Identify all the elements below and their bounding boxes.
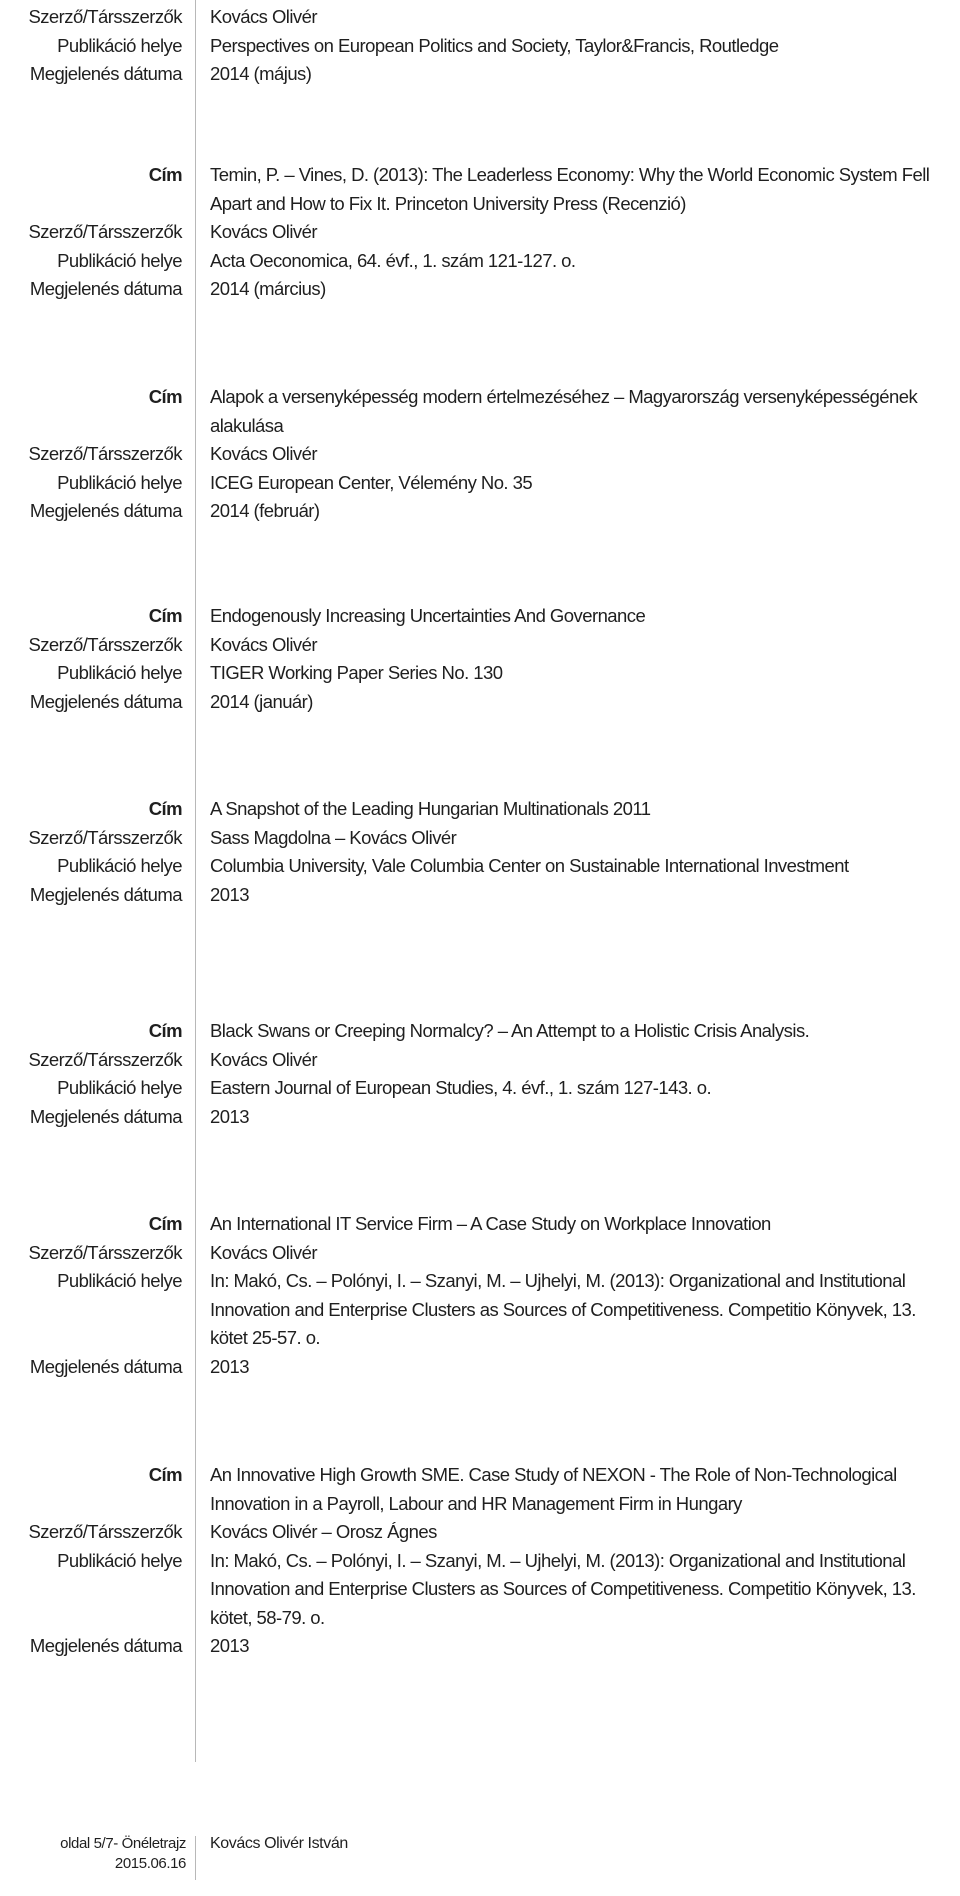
date-value: 2014 (január) (210, 690, 313, 712)
date-value: 2013 (210, 883, 249, 905)
publication-entry (0, 1461, 960, 1661)
title-value: Alapok a versenyképesség modern értelmezéséhez – Magyarország versenyképességének alakulása (210, 386, 918, 436)
publication-entry (0, 1017, 960, 1131)
footer-name: Kovács Olivér István (210, 1835, 348, 1852)
venue-row (0, 852, 960, 881)
title-label: Cím (148, 605, 182, 626)
publication-entry (0, 383, 960, 526)
author-row (0, 1046, 960, 1075)
date-row (0, 275, 960, 304)
date-row (0, 60, 960, 89)
title-value: An Innovative High Growth SME. Case Study of NEXON - The Role of Non-Technological Innovation in a Payroll, Labour and HR Management Firm in Hungary (210, 1464, 897, 1514)
title-label: Cím (148, 798, 182, 819)
venue-row (0, 247, 960, 276)
author-label: Szerző/Társszerzők (28, 633, 182, 655)
venue-label: Publikáció helye (57, 1270, 182, 1291)
venue-value: In: Makó, Cs. – Polónyi, I. – Szanyi, M. – Ujhelyi, M. (2013): Organizational and Institutional Innovation and Enterprise Clusters as Sources of Competitiveness. Competitio Könyvek, 13. kötet 25-57. o. (210, 1270, 916, 1348)
venue-row (0, 32, 960, 61)
author-label: Szerző/Társszerzők (28, 443, 182, 464)
author-row (0, 1518, 960, 1547)
title-value: Black Swans or Creeping Normalcy? – An Attempt to a Holistic Crisis Analysis. (210, 1020, 810, 1041)
author-row (0, 3, 960, 32)
date-value: 2014 (május) (210, 63, 312, 84)
venue-value: TIGER Working Paper Series No. 130 (210, 662, 503, 683)
venue-value: Perspectives on European Politics and Society, Taylor&Francis, Routledge (210, 34, 779, 56)
venue-value: In: Makó, Cs. – Polónyi, I. – Szanyi, M. – Ujhelyi, M. (2013): Organizational and Institutional Innovation and Enterprise Clusters as Sources of Competitiveness. Competitio Könyvek, 13. kötet, 58-79. o. (210, 1549, 916, 1628)
title-row (0, 1461, 960, 1518)
date-row (0, 1353, 960, 1382)
title-row (0, 1210, 960, 1239)
venue-label: Publikáció helye (57, 662, 182, 683)
title-value: Endogenously Increasing Uncertainties And Governance (210, 605, 646, 626)
venue-value: Acta Oeconomica, 64. évf., 1. szám 121-127. o. (210, 249, 576, 271)
venue-label: Publikáció helye (57, 855, 182, 876)
date-value: 2013 (210, 1635, 249, 1656)
title-label: Cím (148, 1464, 182, 1485)
venue-label: Publikáció helye (57, 471, 182, 493)
date-row (0, 1632, 960, 1661)
venue-row (0, 1547, 960, 1633)
date-row (0, 497, 960, 526)
footer-page-number: oldal 5/7- Önéletrajz (60, 1835, 186, 1852)
title-row (0, 161, 960, 218)
page-footer (0, 1834, 960, 1894)
date-value: 2014 (március) (210, 278, 326, 299)
venue-value: ICEG European Center, Vélemény No. 35 (210, 471, 533, 493)
author-row (0, 824, 960, 853)
date-label: Megjelenés dátuma (29, 278, 182, 299)
date-label: Megjelenés dátuma (29, 1105, 182, 1127)
date-row (0, 1103, 960, 1132)
date-value: 2013 (210, 1355, 249, 1377)
date-value: 2013 (210, 1105, 249, 1127)
author-label: Szerző/Társszerzők (28, 1048, 182, 1070)
title-row (0, 602, 960, 631)
footer-divider (195, 1836, 196, 1880)
author-row (0, 440, 960, 469)
title-label: Cím (148, 386, 182, 407)
author-label: Szerző/Társszerzők (28, 6, 182, 27)
footer-left (0, 1834, 186, 1874)
title-row (0, 383, 960, 440)
title-value: A Snapshot of the Leading Hungarian Multinationals 2011 (210, 798, 651, 819)
venue-label: Publikáció helye (57, 34, 182, 56)
date-row (0, 881, 960, 910)
date-label: Megjelenés dátuma (29, 690, 182, 712)
title-value: An International IT Service Firm – A Case Study on Workplace Innovation (210, 1213, 771, 1234)
title-label: Cím (148, 1213, 182, 1234)
author-value: Kovács Olivér – Orosz Ágnes (210, 1521, 437, 1542)
title-row (0, 795, 960, 824)
author-value: Kovács Olivér (210, 633, 317, 655)
footer-date: 2015.06.16 (114, 1855, 186, 1872)
author-value: Sass Magdolna – Kovács Olivér (210, 826, 457, 848)
title-value: Temin, P. – Vines, D. (2013): The Leaderless Economy: Why the World Economic System Fell Apart and How to Fix It. Princeton University Press (Recenzió) (210, 164, 930, 214)
publication-entry (0, 1210, 960, 1381)
date-label: Megjelenés dátuma (29, 500, 182, 521)
author-label: Szerző/Társszerzők (28, 1241, 182, 1263)
title-row (0, 1017, 960, 1046)
date-label: Megjelenés dátuma (29, 1355, 182, 1377)
author-label: Szerző/Társszerzők (28, 1521, 182, 1542)
author-value: Kovács Olivér (210, 6, 317, 27)
venue-value: Columbia University, Vale Columbia Center on Sustainable International Investment (210, 855, 849, 876)
date-label: Megjelenés dátuma (29, 1635, 182, 1656)
author-label: Szerző/Társszerzők (28, 221, 182, 242)
author-row (0, 631, 960, 660)
venue-row (0, 1267, 960, 1353)
author-row (0, 218, 960, 247)
date-label: Megjelenés dátuma (29, 63, 182, 84)
publication-entry (0, 795, 960, 909)
date-label: Megjelenés dátuma (29, 883, 182, 905)
author-value: Kovács Olivér (210, 221, 317, 242)
venue-row (0, 469, 960, 498)
author-label: Szerző/Társszerzők (28, 826, 182, 848)
author-value: Kovács Olivér (210, 443, 317, 464)
title-label: Cím (148, 164, 182, 185)
venue-label: Publikáció helye (57, 249, 182, 271)
date-value: 2014 (február) (210, 500, 320, 521)
publication-entry (0, 161, 960, 304)
venue-row (0, 659, 960, 688)
venue-label: Publikáció helye (57, 1077, 182, 1098)
venue-row (0, 1074, 960, 1103)
author-row (0, 1239, 960, 1268)
author-value: Kovács Olivér (210, 1241, 317, 1263)
venue-value: Eastern Journal of European Studies, 4. évf., 1. szám 127-143. o. (210, 1077, 712, 1098)
publication-entry (0, 602, 960, 716)
title-label: Cím (148, 1020, 182, 1041)
venue-label: Publikáció helye (57, 1549, 182, 1571)
author-value: Kovács Olivér (210, 1048, 317, 1070)
date-row (0, 688, 960, 717)
publication-entry (0, 3, 960, 89)
